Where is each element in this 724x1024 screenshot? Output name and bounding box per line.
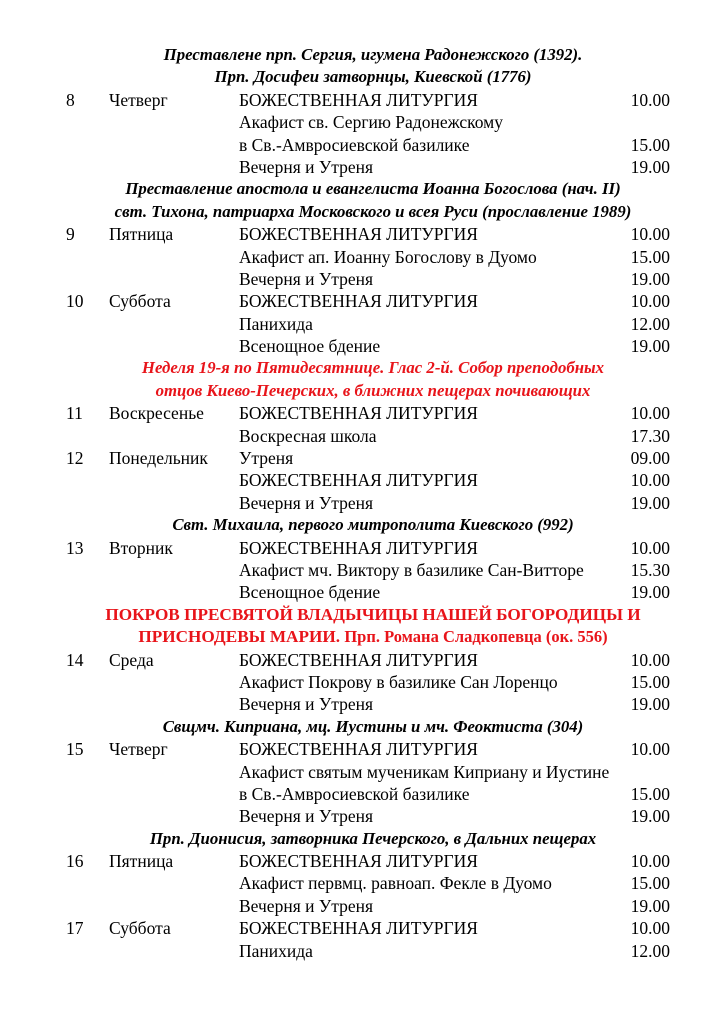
service-name: в Св.-Амвросиевской базилике <box>239 134 470 155</box>
service-time: 10.00 <box>630 739 670 760</box>
service-time: 15.00 <box>630 873 670 894</box>
service-time: 10.00 <box>630 649 670 670</box>
feast-heading-line: Преставление апостола и евангелиста Иоанна Богослова (нач. II) <box>125 179 621 199</box>
day-entry <box>66 649 680 716</box>
service-time: 15.00 <box>630 671 670 692</box>
day-number: 16 <box>66 851 84 872</box>
day-entry <box>66 917 680 962</box>
schedule-row <box>66 469 680 491</box>
service-name: Панихида <box>239 940 313 961</box>
schedule-row <box>66 693 680 715</box>
weekday: Суббота <box>109 291 171 312</box>
service-name: Панихида <box>239 313 313 334</box>
schedule-row <box>66 492 680 514</box>
feast-heading-segment: ПРИСНОДЕВЫ МАРИИ. <box>138 627 345 647</box>
schedule-row <box>66 559 680 581</box>
feast-heading <box>66 828 680 850</box>
service-time: 10.00 <box>630 851 670 872</box>
schedule-row <box>66 134 680 156</box>
day-entry <box>66 89 680 179</box>
service-time: 10.00 <box>630 918 670 939</box>
feast-heading-line <box>66 626 680 648</box>
schedule-row <box>66 738 680 760</box>
service-time: 19.00 <box>630 582 670 603</box>
day-entry <box>66 850 680 917</box>
service-name: Акафист ап. Иоанну Богослову в Дуомо <box>239 246 537 267</box>
schedule-row <box>66 872 680 894</box>
service-name: БОЖЕСТВЕННАЯ ЛИТУРГИЯ <box>239 470 478 491</box>
service-time: 09.00 <box>630 448 670 469</box>
feast-heading-line: свт. Тихона, патриарха Московского и всея Руси (прославление 1989) <box>114 201 632 221</box>
weekday: Пятница <box>109 851 174 872</box>
day-number: 10 <box>66 291 84 312</box>
service-time: 19.00 <box>630 694 670 715</box>
day-number: 11 <box>66 403 83 424</box>
weekday: Суббота <box>109 918 171 939</box>
service-name: Акафист святым мученикам Киприану и Иустине <box>239 761 610 782</box>
feast-heading-line: Свт. Михаила, первого митрополита Киевского (992) <box>172 515 574 535</box>
service-time: 15.00 <box>630 246 670 267</box>
service-time: 19.00 <box>630 806 670 827</box>
service-time: 19.00 <box>630 492 670 513</box>
schedule-row <box>66 649 680 671</box>
schedule-row <box>66 268 680 290</box>
service-name: Акафист мч. Виктору в базилике Сан-Витторе <box>239 559 584 580</box>
day-number: 13 <box>66 537 84 558</box>
schedule-row <box>66 783 680 805</box>
feast-heading-line: Свщмч. Киприана, мц. Иустины и мч. Феоктиста (304) <box>162 716 584 736</box>
service-name: Всенощное бдение <box>239 582 381 603</box>
service-name: БОЖЕСТВЕННАЯ ЛИТУРГИЯ <box>239 224 478 245</box>
service-name: БОЖЕСТВЕННАЯ ЛИТУРГИЯ <box>239 851 478 872</box>
day-number: 14 <box>66 649 84 670</box>
weekday: Пятница <box>109 224 174 245</box>
day-number: 12 <box>66 448 84 469</box>
schedule-row <box>66 671 680 693</box>
feast-heading <box>66 178 680 223</box>
service-name: Утреня <box>239 448 294 469</box>
service-time: 17.30 <box>630 425 670 446</box>
service-name: Вечерня и Утреня <box>239 806 374 827</box>
service-name: Воскресная школа <box>239 425 377 446</box>
schedule-row <box>66 447 680 469</box>
service-name: Всенощное бдение <box>239 336 381 357</box>
service-name: БОЖЕСТВЕННАЯ ЛИТУРГИЯ <box>239 537 478 558</box>
service-time: 10.00 <box>630 470 670 491</box>
schedule-row <box>66 156 680 178</box>
schedule-row <box>66 223 680 245</box>
service-time: 10.00 <box>630 403 670 424</box>
day-number: 17 <box>66 918 84 939</box>
schedule-row <box>66 895 680 917</box>
day-number: 15 <box>66 739 84 760</box>
day-entry <box>66 402 680 447</box>
schedule-row <box>66 313 680 335</box>
service-name: Вечерня и Утреня <box>239 895 374 916</box>
service-time: 19.00 <box>630 268 670 289</box>
weekday: Воскресенье <box>109 403 204 424</box>
service-time: 15.00 <box>630 134 670 155</box>
feast-heading <box>66 514 680 536</box>
feast-heading-line: Прп. Досифеи затворнцы, Киевской (1776) <box>214 67 532 87</box>
schedule-row <box>66 581 680 603</box>
day-entry <box>66 290 680 357</box>
feast-heading-line: Прп. Дионисия, затворника Печерского, в Дальних пещерах <box>149 828 597 848</box>
service-name: Акафист Покрову в базилике Сан Лоренцо <box>239 671 558 692</box>
service-time: 10.00 <box>630 291 670 312</box>
schedule <box>66 44 680 962</box>
feast-heading-segment: Прп. Романа Сладкопевца (ок. 556) <box>344 627 608 647</box>
service-time: 19.00 <box>630 336 670 357</box>
schedule-row <box>66 917 680 939</box>
service-time: 19.00 <box>630 895 670 916</box>
service-time: 15.30 <box>630 559 670 580</box>
service-name: Вечерня и Утреня <box>239 694 374 715</box>
service-name: Вечерня и Утреня <box>239 268 374 289</box>
schedule-row <box>66 425 680 447</box>
feast-heading-line <box>66 604 680 626</box>
day-entry <box>66 223 680 290</box>
schedule-row <box>66 402 680 424</box>
service-name: БОЖЕСТВЕННАЯ ЛИТУРГИЯ <box>239 918 478 939</box>
day-entry <box>66 738 680 828</box>
schedule-row <box>66 111 680 133</box>
schedule-row <box>66 940 680 962</box>
feast-heading <box>66 44 680 89</box>
feast-heading-line: Неделя 19-я по Пятидесятнице. Глас 2-й. Собор преподобных <box>141 358 605 378</box>
schedule-row <box>66 335 680 357</box>
schedule-row <box>66 761 680 783</box>
schedule-row <box>66 537 680 559</box>
weekday: Четверг <box>109 89 168 110</box>
service-name: БОЖЕСТВЕННАЯ ЛИТУРГИЯ <box>239 739 478 760</box>
day-entry <box>66 447 680 514</box>
service-time: 12.00 <box>630 313 670 334</box>
schedule-row <box>66 850 680 872</box>
day-number: 9 <box>66 224 75 245</box>
feast-heading-line: отцов Киево-Печерских, в ближних пещерах почивающих <box>155 380 591 400</box>
service-name: БОЖЕСТВЕННАЯ ЛИТУРГИЯ <box>239 403 478 424</box>
feast-heading-line: Преставлене прп. Сергия, игумена Радонежского (1392). <box>163 45 583 64</box>
service-name: БОЖЕСТВЕННАЯ ЛИТУРГИЯ <box>239 89 478 110</box>
service-time: 10.00 <box>630 224 670 245</box>
service-name: Акафист первмц. равноап. Фекле в Дуомо <box>239 873 552 894</box>
service-time: 12.00 <box>630 940 670 961</box>
schedule-row <box>66 805 680 827</box>
service-time: 10.00 <box>630 537 670 558</box>
feast-heading <box>66 604 680 649</box>
weekday: Вторник <box>109 537 173 558</box>
service-name: Вечерня и Утреня <box>239 156 374 177</box>
service-time: 15.00 <box>630 783 670 804</box>
service-time: 10.00 <box>630 89 670 110</box>
weekday: Среда <box>109 649 154 670</box>
feast-heading <box>66 357 680 402</box>
day-entry <box>66 537 680 604</box>
feast-heading-segment: ПОКРОВ ПРЕСВЯТОЙ ВЛАДЫЧИЦЫ НАШЕЙ БОГОРОДИЦЫ И <box>105 604 641 624</box>
schedule-row <box>66 246 680 268</box>
service-time: 19.00 <box>630 156 670 177</box>
weekday: Понедельник <box>109 448 208 469</box>
weekday: Четверг <box>109 739 168 760</box>
service-name: БОЖЕСТВЕННАЯ ЛИТУРГИЯ <box>239 291 478 312</box>
service-name: в Св.-Амвросиевской базилике <box>239 783 470 804</box>
service-name: Вечерня и Утреня <box>239 492 374 513</box>
schedule-row <box>66 89 680 111</box>
schedule-row <box>66 290 680 312</box>
feast-heading <box>66 716 680 738</box>
service-name: БОЖЕСТВЕННАЯ ЛИТУРГИЯ <box>239 649 478 670</box>
day-number: 8 <box>66 89 75 110</box>
service-name: Акафист св. Сергию Радонежскому <box>239 112 503 133</box>
